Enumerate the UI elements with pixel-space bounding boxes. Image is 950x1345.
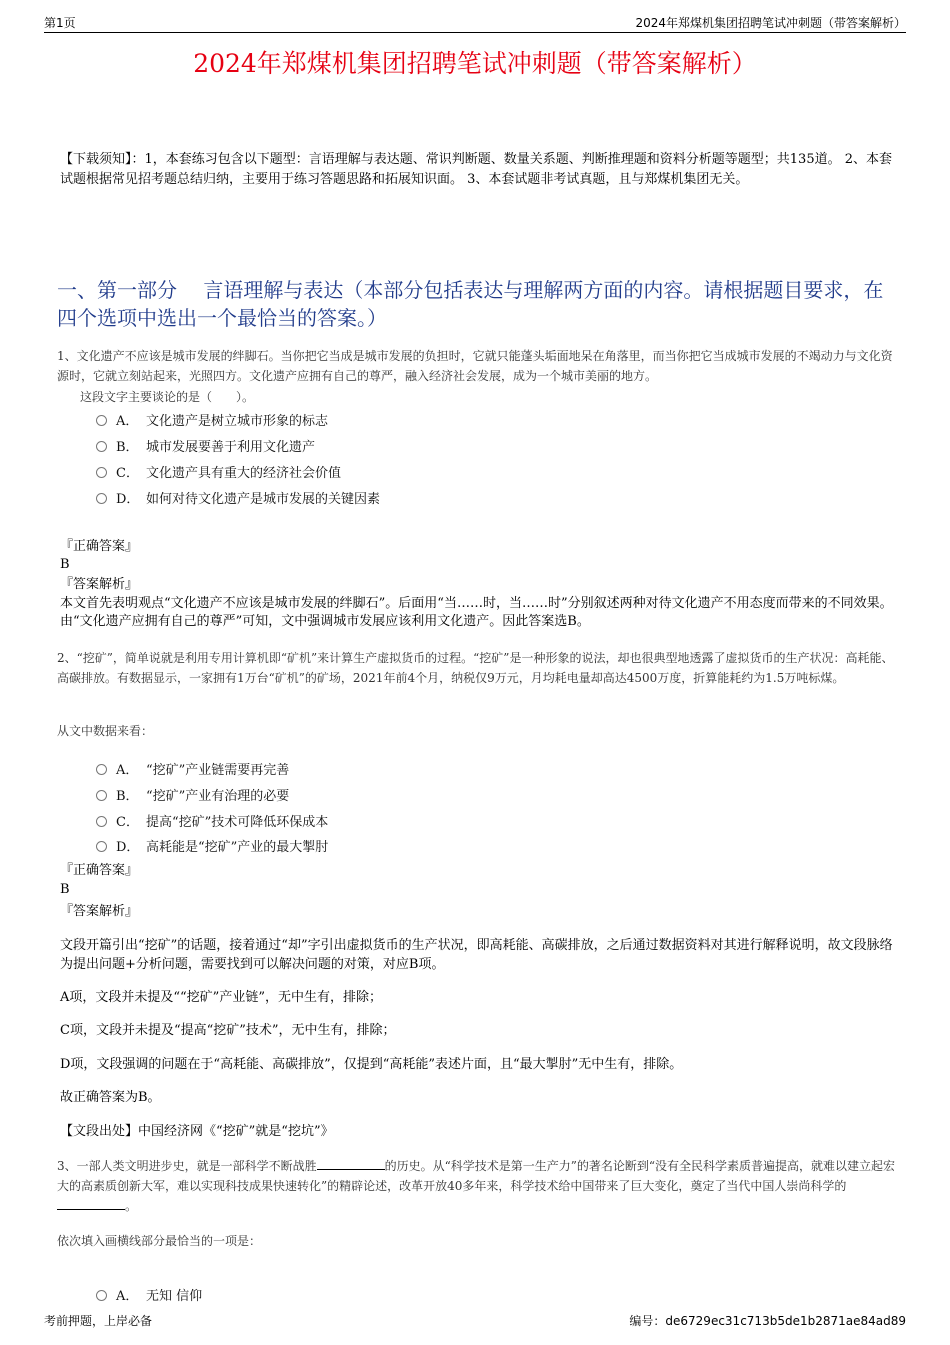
option-text: “挖矿”产业链需要再完善	[146, 762, 290, 778]
radio-icon[interactable]	[96, 441, 107, 452]
option-text: 文化遗产是树立城市形象的标志	[146, 413, 329, 429]
question-2-prompt: 从文中数据来看：	[57, 724, 154, 738]
question-1-option-d[interactable]	[96, 487, 380, 507]
option-letter: B．	[116, 788, 139, 804]
radio-icon[interactable]	[96, 790, 107, 801]
question-2-text: 2、“挖矿”，简单说就是利用专用计算机即“矿机”来计算生产虚拟货币的过程。“挖矿”是一种形象的说法，却也很典型地透露了虚拟货币的生产状况：高耗能、高碳排放。有数据显示，一家拥有1万台“矿机”的矿场，2021年前4个月，纳税仅9万元，月均耗电量却高达4500万度，折算能耗约为1.5万吨标煤。	[57, 651, 894, 685]
footer-doc-id: 编号：de6729ec31c713b5de1b2871ae84ad89	[629, 1314, 906, 1328]
download-notice: 【下载须知】：1，本套练习包含以下题型：言语理解与表达题、常识判断题、数量关系题、判断推理题和资料分析题等题型；共135道。 2、本套试题根据常见招考题总结归纳，主要用于练习答题思路和拓展知识面。 3、本套试题非考试真题，且与郑煤机集团无关。	[60, 152, 892, 187]
option-letter: A．	[116, 413, 139, 429]
page-number: 第1页	[44, 16, 76, 30]
option-letter: C．	[116, 814, 139, 830]
question-3-prompt: 依次填入画横线部分最恰当的一项是：	[57, 1234, 262, 1248]
footer-slogan: 考前押题，上岸必备	[44, 1314, 153, 1328]
header-doc-title: 2024年郑煤机集团招聘笔试冲刺题（带答案解析）	[635, 16, 906, 30]
option-letter: A．	[116, 762, 139, 778]
question-2-answer: B	[60, 882, 70, 897]
option-letter: A．	[116, 1288, 139, 1304]
radio-icon[interactable]	[96, 841, 107, 852]
question-1-analysis: 本文首先表明观点“文化遗产不应该是城市发展的绊脚石”。后面用“当……时，当……时”分别叙述两种对待文化遗产不用态度而带来的不同效果。由“文化遗产应拥有自己的尊严”可知，文中强调城市发展应该利用文化遗产。因此答案选B。	[60, 596, 893, 629]
fill-blank-1[interactable]	[317, 1157, 385, 1170]
option-text: 城市发展要善于利用文化遗产	[146, 439, 316, 455]
fill-blank-2[interactable]	[57, 1197, 125, 1210]
option-text: 高耗能是“挖矿”产业的最大掣肘	[146, 839, 329, 855]
radio-icon[interactable]	[96, 467, 107, 478]
question-1-answer-label: 『正确答案』	[60, 539, 139, 554]
question-1-option-a[interactable]	[96, 409, 328, 429]
option-text: “挖矿”产业有治理的必要	[146, 788, 290, 804]
question-1-option-b[interactable]	[96, 435, 315, 455]
radio-icon[interactable]	[96, 415, 107, 426]
radio-icon[interactable]	[96, 493, 107, 504]
question-2-note-a: A项，文段并未提及““挖矿”产业链”，无中生有，排除；	[60, 990, 382, 1005]
page-header	[44, 14, 906, 33]
option-letter: D．	[116, 491, 140, 507]
question-2-note-c: C项，文段并未提及“提高“挖矿”技术”，无中生有，排除；	[60, 1023, 396, 1038]
question-2-conclusion: 故正确答案为B。	[60, 1090, 161, 1105]
radio-icon[interactable]	[96, 1290, 107, 1301]
radio-icon[interactable]	[96, 764, 107, 775]
option-text: 提高“挖矿”技术可降低环保成本	[146, 814, 329, 830]
section-title: 一、第一部分 言语理解与表达（本部分包括表达与理解两方面的内容。请根据题目要求，在四个选项中选出一个最恰当的答案。）	[57, 278, 884, 330]
radio-icon[interactable]	[96, 816, 107, 827]
question-3-option-a[interactable]	[96, 1284, 202, 1304]
question-2-analysis: 文段开篇引出“挖矿”的话题，接着通过“却”字引出虚拟货币的生产状况，即高耗能、高碳排放，之后通过数据资料对其进行解释说明，故文段脉络为提出问题+分析问题，需要找到可以解决问题的对策，对应B项。	[60, 938, 893, 972]
question-2-option-c[interactable]	[96, 810, 328, 830]
question-3-text: 3、一部人类文明进步史，就是一部科学不断战胜 的历史。从“科学技术是第一生产力”的著名论断到“没有全民科学素质普遍提高，就难以建立起宏大的高素质创新大军，难以实现科技成果快速转化”的精辟论述，改革开放40多年来，科学技术给中国带来了巨大变化，奠定了当代中国人崇尚科学的。	[57, 1159, 896, 1213]
option-text: 无知 信仰	[146, 1288, 203, 1304]
question-2-source: 【文段出处】中国经济网《“挖矿”就是“挖坑”》	[60, 1124, 334, 1139]
question-2-option-a[interactable]	[96, 758, 289, 778]
option-letter: C．	[116, 465, 139, 481]
option-text: 如何对待文化遗产是城市发展的关键因素	[146, 491, 381, 507]
question-2-analysis-label: 『答案解析』	[60, 904, 139, 919]
option-letter: B．	[116, 439, 139, 455]
question-2-option-b[interactable]	[96, 784, 289, 804]
question-1-text: 1、文化遗产不应该是城市发展的绊脚石。当你把它当成是城市发展的负担时，它就只能蓬头垢面地呆在角落里，而当你把它当成城市发展的不竭动力与文化资源时，它就立刻站起来，光照四方。文化遗产应拥有自己的尊严，融入经济社会发展，成为一个城市美丽的地方。	[57, 349, 893, 383]
question-1-option-c[interactable]	[96, 461, 341, 481]
question-1-answer: B	[60, 557, 70, 572]
question-2-answer-label: 『正确答案』	[60, 863, 139, 878]
page-title: 2024年郑煤机集团招聘笔试冲刺题（带答案解析）	[193, 49, 757, 78]
question-1-analysis-label: 『答案解析』	[60, 577, 139, 592]
question-1-prompt: 这段文字主要谈论的是（ ）。	[80, 390, 255, 404]
option-letter: D．	[116, 839, 140, 855]
question-2-option-d[interactable]	[96, 835, 328, 855]
question-2-note-d: D项，文段强调的问题在于“高耗能、高碳排放”，仅提到“高耗能”表述片面，且“最大掣肘”无中生有，排除。	[60, 1057, 683, 1072]
option-text: 文化遗产具有重大的经济社会价值	[146, 465, 342, 481]
